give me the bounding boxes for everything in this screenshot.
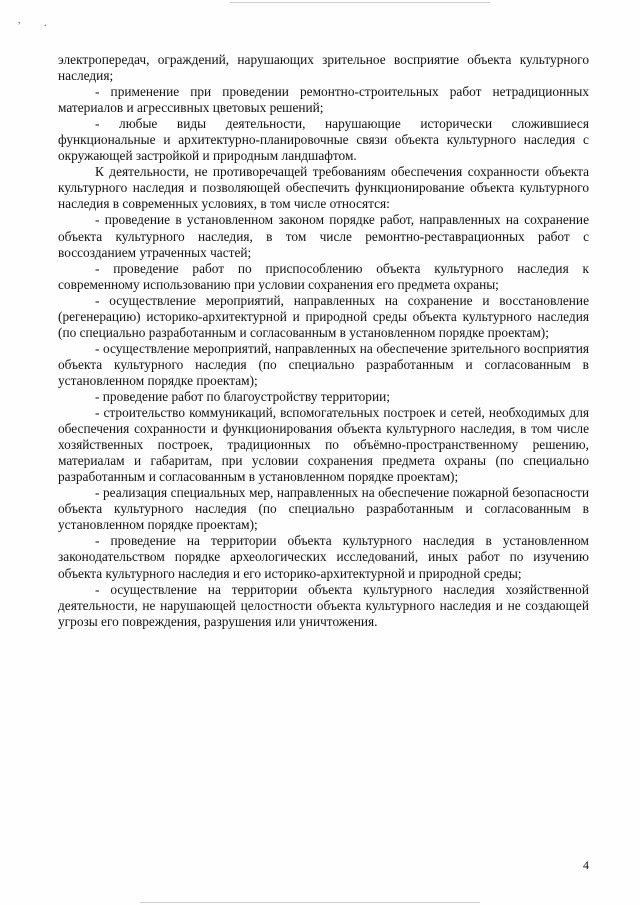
scan-speck: .: [44, 18, 47, 29]
list-item: - реализация специальных мер, направленных на обеспечение пожарной безопасности объекта культурного наследия (по специально разработанным и согласованным в установленном порядке проектам);: [58, 485, 589, 533]
list-item: - строительство коммуникаций, вспомогательных построек и сетей, необходимых для обеспечения сохранности и функционирования объекта культурного наследия, в том числе хозяйственных построек, традиционных по объёмно-пространственному решению, материалам и габаритам, при условии сохранения предмета охраны (по специально разработанным и согласованным в установленном порядке проектам);: [58, 405, 589, 485]
paragraph: электропередач, ограждений, нарушающих зрительное восприятие объекта культурного наследия;: [58, 52, 589, 84]
list-item: - любые виды деятельности, нарушающие исторически сложившиеся функциональные и архитектурно-планировочные связи объекта культурного наследия с окружающей застройкой и природным ландшафтом.: [58, 116, 589, 164]
list-item: - применение при проведении ремонтно-строительных работ нетрадиционных материалов и агрессивных цветовых решений;: [58, 84, 589, 116]
list-item: - проведение на территории объекта культурного наследия в установленном законодательством порядке археологических исследований, иных работ по изучению объекта культурного наследия и его историко-архитектурной и природной среды;: [58, 533, 589, 581]
scan-edge-top: [230, 2, 490, 3]
list-item: - проведение работ по приспособлению объекта культурного наследия к современному использованию при условии сохранения его предмета охраны;: [58, 260, 589, 292]
document-body: [58, 52, 589, 630]
paragraph: К деятельности, не противоречащей требованиям обеспечения сохранности объекта культурного наследия и позволяющей обеспечить функционирование объекта культурного наследия в современных условиях, в том числе относятся:: [58, 164, 589, 212]
scan-edge-bottom: [140, 902, 480, 903]
list-item: - осуществление мероприятий, направленных на обеспечение зрительного восприятия объекта культурного наследия (по специально разработанным и согласованным в установленном порядке проектам);: [58, 340, 589, 388]
list-item: - проведение работ по благоустройству территории;: [95, 388, 390, 404]
list-item: - проведение в установленном законом порядке работ, направленных на сохранение объекта культурного наследия, в том числе ремонтно-реставрационных работ с воссозданием утраченных частей;: [58, 212, 589, 260]
list-item: - осуществление на территории объекта культурного наследия хозяйственной деятельности, не нарушающей целостности объекта культурного наследия и не создающей угрозы его повреждения, разрушения или уничтожения.: [58, 581, 589, 629]
scan-speck: ,: [18, 15, 21, 26]
page-number: 4: [583, 858, 589, 872]
list-item: - осуществление мероприятий, направленных на сохранение и восстановление (регенерацию) историко-архитектурной и природной среды объекта культурного наследия (по специально разработанным и согласованным в установленном порядке проектам);: [58, 292, 589, 340]
